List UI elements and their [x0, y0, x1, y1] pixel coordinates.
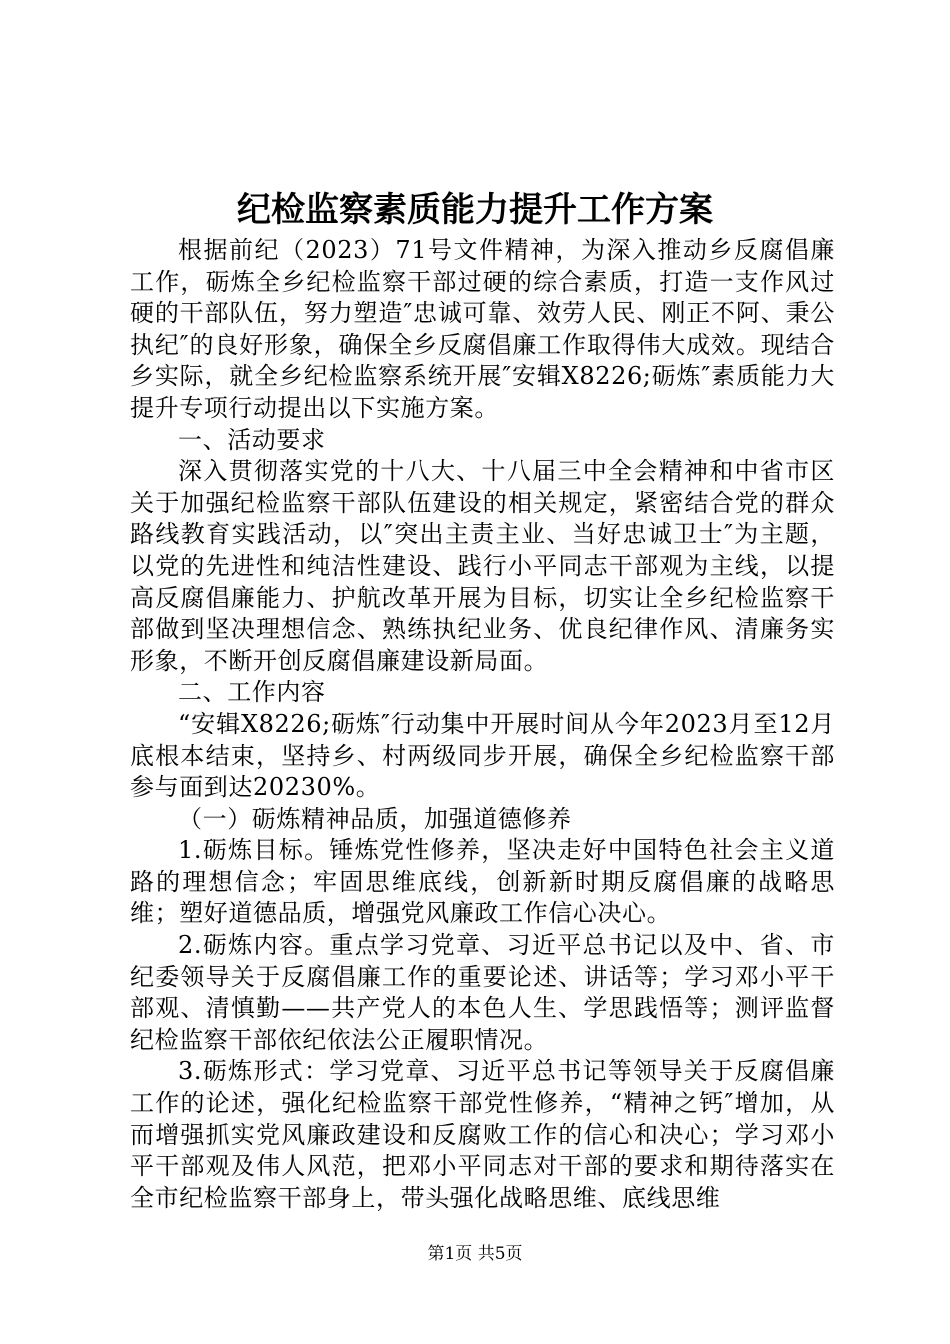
- page-number-footer: 第1页 共5页: [427, 1244, 523, 1264]
- section-heading-activity-requirements: 一、活动要求: [178, 425, 326, 454]
- work-content-paragraph: “安辑X8226;砺炼″行动集中开展时间从今年2023月至12月底根本结束，坚持乡、村两级同步开展，确保全乡纪检监察干部参与面到达20230%。: [130, 709, 835, 802]
- section-heading-work-content: 二、工作内容: [178, 678, 326, 707]
- document-title: 纪检监察素质能力提升工作方案: [237, 190, 713, 230]
- item-2-content-paragraph: 2.砺炼内容。重点学习党章、习近平总书记以及中、省、市纪委领导关于反腐倡廉工作的重要论述、讲话等；学习邓小平干部观、清慎勤——共产党人的本色人生、学思践悟等；测评监督纪检监察干部依纪依法公正履职情况。: [130, 931, 835, 1054]
- intro-paragraph: 根据前纪（2023）71号文件精神，为深入推动乡反腐倡廉工作，砺炼全乡纪检监察干部过硬的综合素质，打造一支作风过硬的干部队伍，努力塑造″忠诚可靠、效劳人民、刚正不阿、秉公执纪″的良好形象，确保全乡反腐倡廉工作取得伟大成效。现结合乡实际，就全乡纪检监察系统开展″安辑X8226;砺炼″素质能力大提升专项行动提出以下实施方案。: [130, 236, 835, 422]
- item-1-goal-paragraph: 1.砺炼目标。锤炼党性修养，坚决走好中国特色社会主义道路的理想信念；牢固思维底线，创新新时期反腐倡廉的战略思维；塑好道德品质，增强党风廉政工作信心决心。: [130, 836, 835, 928]
- activity-requirements-paragraph: 深入贯彻落实党的十八大、十八届三中全会精神和中省市区关于加强纪检监察干部队伍建设的相关规定，紧密结合党的群众路线教育实践活动，以″突出主责主业、当好忠诚卫士″为主题，以党的先进性和纯洁性建设、践行小平同志干部观为主线，以提高反腐倡廉能力、护航改革开展为目标，切实让全乡纪检监察干部做到坚决理想信念、熟练执纪业务、优良纪律作风、清廉务实形象，不断开创反腐倡廉建设新局面。: [130, 457, 835, 675]
- subsection-heading-spirit: （一）砺炼精神品质，加强道德修养: [178, 804, 572, 833]
- document-body: [130, 235, 835, 1214]
- item-3-form-paragraph: 3.砺炼形式：学习党章、习近平总书记等领导关于反腐倡廉工作的论述，强化纪检监察干部党性修养，“精神之钙″增加，从而增强抓实党风廉政建设和反腐败工作的信心和决心；学习邓小平干部观及伟人风范，把邓小平同志对干部的要求和期待落实在全市纪检监察干部身上，带头强化战略思维、底线思维: [130, 1057, 835, 1212]
